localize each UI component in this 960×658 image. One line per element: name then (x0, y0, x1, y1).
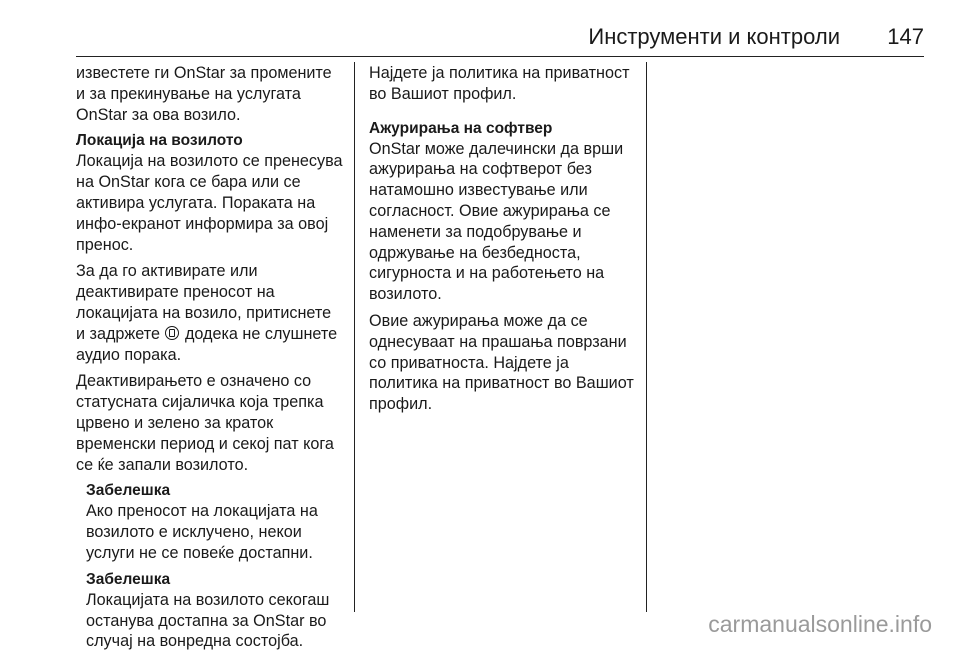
paragraph-text: За да го активирате или деактивирате преносот на локацијата на возило, притиснете и задржете (76, 262, 332, 343)
paragraph: известете ги OnStar за промените и за прекинувањe на услугата OnStar за ова возило. (76, 64, 332, 124)
watermark: carmanualsonline.info (708, 611, 932, 637)
paragraph: Деактивирањето е означено со статусната сијаличка која трепка црвено и зелено за краток временски период и секој пат кога се ќе запали возилото. (76, 372, 334, 474)
note-block (76, 570, 344, 652)
paragraph: OnStar може далечински да врши ажурирања на софтверот без натамошно известување или согласност. Овие ажурирања се наменети за подобрување и одржување на безбедноста, сигурноста и на работењето на возилото. (369, 139, 624, 304)
paragraph (76, 261, 344, 365)
paragraph: Најдете ја политика на приватност во Вашиот профил. (369, 64, 630, 103)
note-heading: Забелешка (86, 482, 171, 500)
note-block (76, 481, 344, 563)
paragraph-text: додека не слушнете аудио порака. (76, 324, 338, 364)
page-number: 147 (887, 24, 924, 49)
column-divider (354, 62, 355, 612)
left-column (76, 63, 344, 658)
chapter-title: Инструменти и контроли (588, 24, 840, 49)
section-heading: Ажурирања на софтвер (369, 119, 553, 137)
middle-column (369, 63, 637, 421)
page-header (76, 22, 924, 52)
column-divider (646, 62, 647, 612)
note-text: Локацијата на возилото секогаш останува достапна за OnStar во случај на вонредна состојба. (86, 590, 330, 651)
privacy-button-icon (165, 326, 179, 340)
header-divider (76, 56, 924, 57)
note-heading: Забелешка (86, 570, 171, 588)
note-text: Ако преносот на локацијата на возилото е исклучено, некои услуги не се повеќе достапни. (86, 502, 318, 562)
section-heading: Локација на возилото (76, 132, 243, 150)
paragraph: Локација на возилото се пренесува на OnStar кога се бара или се активира услугата. Пораката на инфо-екранот информира за овој пренос. (76, 152, 343, 254)
paragraph: Овие ажурирања може да се однесуваат на прашања поврзани со приватноста. Најдете ја политика на приватност во Вашиот профил. (369, 311, 634, 414)
